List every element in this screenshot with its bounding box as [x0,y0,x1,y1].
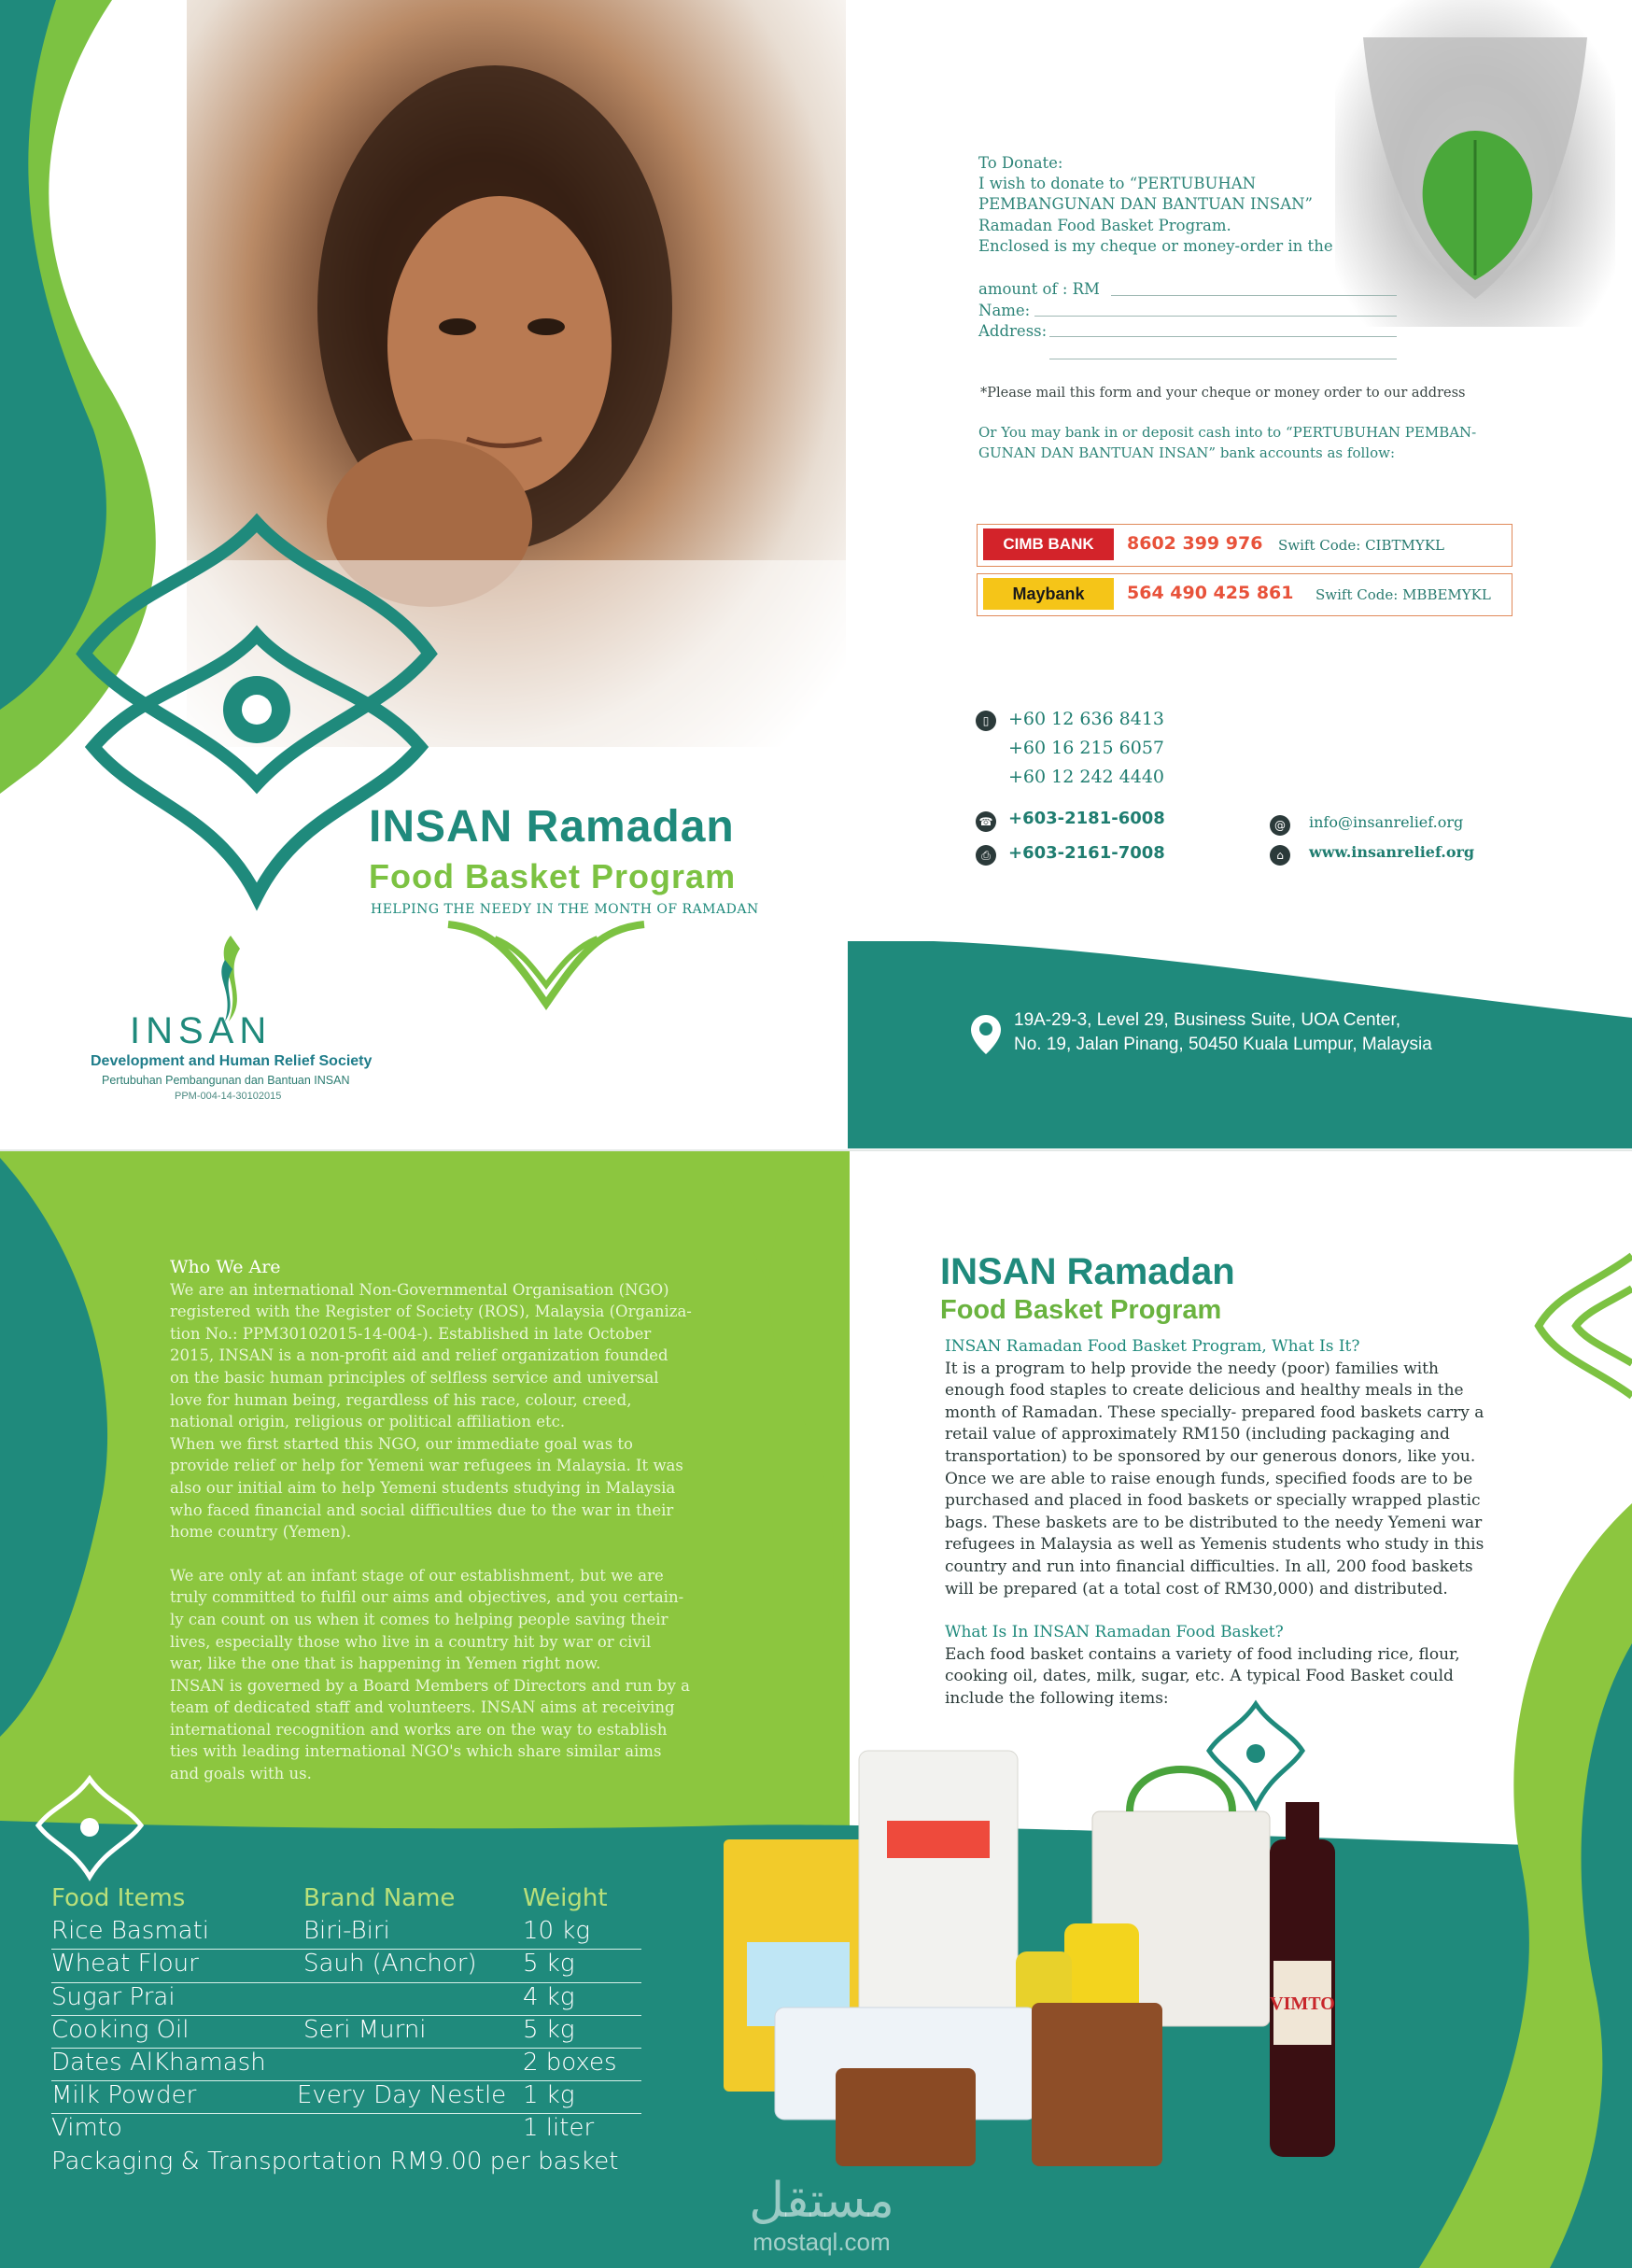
program-a1-line: will be prepared (at a total cost of RM30,000) and distributed. [945,1579,1448,1599]
ornament-small-white [34,1774,146,1886]
cimb-logo: CIMB BANK [983,528,1114,560]
who-p1-line: also our initial aim to help Yemeni students studying in Malaysia [170,1478,676,1497]
table-cell: Every Day Nestle [297,2081,507,2110]
table-cell: Sauh (Anchor) [303,1950,477,1979]
program-a1-line: enough food staples to create delicious and healthy meals in the [945,1381,1464,1401]
who-paragraph-1 [170,1279,749,1543]
mobile-number-3[interactable]: +60 12 242 4440 [1008,767,1165,787]
who-p1-line: When we first started this NGO, our immediate goal was to [170,1434,633,1453]
table-cell: Dates AlKhamash [51,2049,266,2077]
who-p1-line: love for human being, regardless of his race, colour, creed, [170,1390,632,1409]
program-a1-line: purchased and placed in food baskets or specially wrapped plastic [945,1491,1481,1511]
table-cell: 1 kg [523,2081,575,2110]
who-p2-line: ties with leading international NGO's which share similar aims [170,1742,662,1761]
cover-tagline: HELPING THE NEEDY IN THE MONTH OF RAMADAN [371,902,759,917]
location-pin-icon [969,1013,1003,1056]
who-p1-line: home country (Yemen). [170,1523,352,1542]
who-p2-line: lives, especially those who live in a country hit by war or civil [170,1632,652,1651]
program-title-1: INSAN Ramadan [940,1251,1235,1292]
maybank-logo: Maybank [983,578,1114,610]
amount-field[interactable] [1111,295,1397,296]
program-a1-line: month of Ramadan. These specially- prepared food baskets carry a [945,1402,1484,1422]
program-answer-2 [945,1644,1561,1711]
address-label: Address: [978,322,1048,340]
program-a1-line: refugees in Malaysia as well as Yemenis students who study in this [945,1535,1484,1555]
program-a2-line: include the following items: [945,1688,1169,1708]
program-text [945,1336,1561,1711]
fax-number: +603-2161-7008 [1008,843,1165,863]
table-cell: 4 kg [523,1982,575,2011]
who-paragraph-2 [170,1565,749,1785]
who-p2-line: INSAN is governed by a Board Members of Directors and run by a [170,1676,691,1695]
table-header-food-items: Food Items [51,1884,186,1912]
name-label: Name: [978,302,1031,319]
maybank-swift-code: Swift Code: MBBEMYKL [1315,586,1491,603]
program-a2-line: Each food basket contains a variety of food including rice, flour, [945,1644,1460,1664]
table-cell: 5 kg [523,2015,575,2044]
table-cell: Biri-Biri [303,1917,390,1946]
program-a1-line: transportation) to be sponsored by our generous donors, like you. [945,1446,1476,1466]
email-address[interactable]: info@insanrelief.org [1309,813,1464,831]
donate-line-3: Ramadan Food Basket Program. [978,217,1231,234]
telephone-number[interactable]: +603-2181-6008 [1008,809,1165,828]
telephone-icon: ☎ [976,811,996,832]
food-products-illustration [719,1737,1372,2171]
donate-line-2: PEMBANGUNAN DAN BANTUAN INSAN” [978,195,1313,213]
program-a1-line: It is a program to help provide the needy (poor) families with [945,1359,1439,1378]
email-icon: @ [1270,815,1290,836]
table-cell: 2 boxes [523,2049,617,2077]
cimb-swift-code: Swift Code: CIBTMYKL [1278,537,1444,554]
logo-malay: Pertubuhan Pembangunan dan Bantuan INSAN [102,1074,350,1087]
table-cell: 10 kg [523,1917,591,1946]
table-cell: Rice Basmati [51,1917,210,1946]
table-cell: 1 liter [523,2114,595,2143]
who-p2-line: team of dedicated staff and volunteers. INSAN aims at receiving [170,1698,675,1717]
hands-leaf-photo [1335,0,1615,327]
logo-name: INSAN [130,1010,273,1051]
table-header-brand-name: Brand Name [303,1884,456,1912]
table-cell: Seri Murni [303,2015,427,2044]
who-p1-line: tion No.: PPM30102015-14-004-). Established in late October [170,1324,652,1343]
hands-leaf-illustration [1335,0,1615,327]
who-p1-line: national origin, religious or political affiliation etc. [170,1413,566,1431]
who-p1-line: 2015, INSAN is a non-profit aid and relief organization founded [170,1346,668,1365]
watermark-arabic: مستقل [749,2173,894,2229]
who-p1-line: on the basic human principles of selfless service and universal [170,1368,659,1387]
watermark [719,2174,924,2257]
table-cell: Cooking Oil [51,2015,190,2044]
who-p2-line: international recognition and works are on the way to establish [170,1720,668,1739]
table-cell: 5 kg [523,1950,575,1979]
mail-note: *Please mail this form and your cheque or money order to our address [980,386,1466,401]
table-header-weight: Weight [523,1884,608,1912]
address-line-2: No. 19, Jalan Pinang, 50450 Kuala Lumpur, Malaysia [1014,1035,1432,1054]
who-p2-line: war, like the one that is happening in Yemen right now. [170,1655,601,1673]
who-p2-line: and goals with us. [170,1765,312,1783]
donate-heading: To Donate: [978,154,1063,172]
address-field-1[interactable] [1049,336,1397,337]
table-cell: Milk Powder [51,2081,197,2110]
food-products-photo [719,1737,1372,2171]
website-link[interactable]: www.insanrelief.org [1309,843,1475,861]
who-p1-line: We are an international Non-Governmental Organisation (NGO) [170,1280,669,1299]
who-p2-line: truly committed to fulfil our aims and objectives, and you certain- [170,1588,684,1607]
bank-row-maybank [977,573,1512,616]
fax-icon: ⎙ [976,845,996,866]
who-p1-line: provide relief or help for Yemeni war refugees in Malaysia. It was [170,1457,683,1475]
logo-society: Development and Human Relief Society [91,1053,373,1069]
mobile-number-2[interactable]: +60 16 215 6057 [1008,738,1165,758]
islamic-ornament-large [65,504,448,915]
who-we-are-section [170,1257,749,1785]
program-answer-1 [945,1359,1561,1601]
program-a1-line: retail value of approximately RM150 (including packaging and [945,1425,1450,1444]
home-icon: ⌂ [1270,845,1290,866]
maybank-account-number: 564 490 425 861 [1127,583,1294,603]
who-p1-line: who faced financial and social difficulties due to the war in their [170,1500,674,1519]
program-a1-line: country and run into financial difficulties. In all, 200 food baskets [945,1557,1473,1576]
program-a2-line: cooking oil, dates, milk, sugar, etc. A typical Food Basket could [945,1667,1454,1686]
cover-ornament-small [439,920,654,1013]
program-title-2: Food Basket Program [940,1295,1222,1325]
program-question-1: INSAN Ramadan Food Basket Program, What Is It? [945,1337,1360,1356]
table-cell: Wheat Flour [51,1950,199,1979]
vimto-label: VIMTO [1270,1993,1335,2014]
cimb-account-number: 8602 399 976 [1127,533,1263,554]
name-field[interactable] [1034,316,1397,317]
amount-label: amount of : RM [978,280,1100,298]
who-p2-line: ly can count on us when it comes to helping people saving their [170,1610,668,1628]
bank-note-1: Or You may bank in or deposit cash into to “PERTUBUHAN PEMBAN- [978,424,1477,441]
program-a1-line: bags. These baskets are to be distributed to the needy Yemeni war [945,1513,1483,1532]
table-cell: Sugar Prai [51,1982,176,2011]
table-footer: Packaging & Transportation RM9.00 per basket [51,2147,619,2176]
mobile-number-1[interactable]: +60 12 636 8413 [1008,709,1165,729]
donate-line-4: Enclosed is my cheque or money-order in the [978,237,1333,255]
watermark-latin: mostaql.com [753,2228,891,2256]
cover-title-1: INSAN Ramadan [369,802,735,852]
who-heading: Who We Are [170,1257,281,1277]
cover-title-2: Food Basket Program [369,857,737,895]
donate-line-1: I wish to donate to “PERTUBUHAN [978,175,1257,192]
table-cell: Vimto [51,2114,122,2143]
program-a1-line: Once we are able to raise enough funds, specified foods are to be [945,1469,1473,1488]
bank-note-2: GUNAN DAN BANTUAN INSAN” bank accounts as follow: [978,444,1396,461]
program-question-2: What Is In INSAN Ramadan Food Basket? [945,1623,1284,1642]
logo-reg: PPM-004-14-30102015 [175,1091,282,1102]
who-p1-line: registered with the Register of Society (ROS), Malaysia (Organiza- [170,1303,692,1321]
insan-logo [89,932,387,1109]
mobile-phone-icon: ▯ [976,711,996,731]
bank-row-cimb [977,524,1512,567]
who-p2-line: We are only at an infant stage of our establishment, but we are [170,1566,664,1585]
address-line-1: 19A-29-3, Level 29, Business Suite, UOA Center, [1014,1010,1401,1030]
